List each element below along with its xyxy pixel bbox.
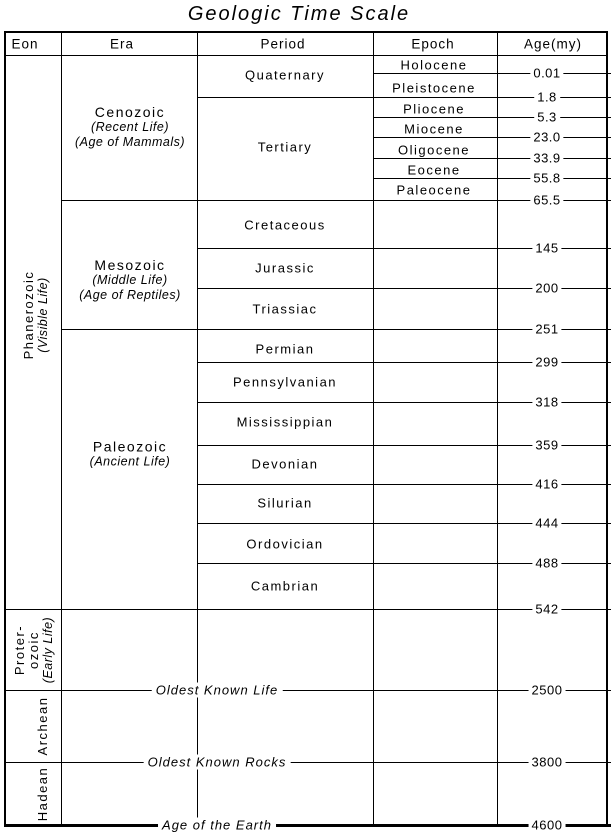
period-label-jurassic: Jurassic [255,260,315,276]
age-tick-3800: 3800 [529,755,566,770]
eon-name: Phanerozoic [21,270,36,360]
column-header-age: Age(my) [523,36,583,52]
boundary-line [4,690,611,691]
age-tick-145: 145 [532,241,561,256]
period-label-silurian: Silurian [257,495,313,511]
boundary-line [373,158,611,159]
period-label-quaternary: Quaternary [244,67,326,83]
column-header-eon: Eon [11,36,39,52]
annotation-oldest-known-rocks: Oldest Known Rocks [144,755,291,770]
period-label-devonian: Devonian [251,456,319,472]
table-right-border [606,31,608,827]
age-tick-2500: 2500 [529,683,566,698]
eon-name: Archean [35,696,50,756]
age-tick-0-01: 0.01 [530,66,563,81]
column-divider-epoch-age [497,33,498,824]
era-subtitle: (Recent Life) [90,120,170,134]
header-bottom-line [4,55,608,56]
period-label-mississippian: Mississippian [236,414,334,430]
column-divider-eon-era [61,33,62,824]
era-subtitle: (Ancient Life) [89,454,171,469]
age-tick-542: 542 [532,602,561,617]
age-tick-251: 251 [532,322,561,337]
epoch-label-pleistocene: Pleistocene [392,80,476,96]
era-name: Mesozoic [94,257,166,273]
column-divider-period-epoch [373,33,374,824]
era-label-mesozoic [79,257,181,303]
boundary-line [4,609,611,610]
eon-name: Proter- [12,624,27,676]
age-tick-488: 488 [532,556,561,571]
epoch-label-holocene: Holocene [400,57,468,73]
period-label-cambrian: Cambrian [250,578,320,594]
boundary-line [4,762,611,763]
table-bottom-border [4,824,611,827]
epoch-label-oligocene: Oligocene [397,142,471,158]
age-tick-33-9: 33.9 [530,151,563,166]
age-tick-416: 416 [532,477,561,492]
age-tick-299: 299 [532,355,561,370]
column-header-era: Era [109,36,135,52]
eon-name: Hadean [35,766,50,822]
boundary-line [373,73,611,74]
boundary-line [61,329,611,330]
annotation-oldest-known-life: Oldest Known Life [152,683,283,698]
boundary-line [373,178,611,179]
eon-name: ozoic [26,631,41,669]
epoch-label-miocene: Miocene [404,121,464,137]
table-top-border [4,31,608,33]
column-header-epoch: Epoch [411,36,455,52]
period-label-triassic: Triassiac [252,301,318,317]
eon-subtitle: (Early Life) [41,616,55,684]
period-label-ordovician: Ordovician [246,536,324,552]
age-tick-444: 444 [532,516,561,531]
boundary-line [373,117,611,118]
age-tick-359: 359 [532,438,561,453]
period-label-tertiary: Tertiary [257,139,313,155]
era-subtitle: (Age of Mammals) [74,135,186,149]
period-label-cretaceous: Cretaceous [244,217,326,233]
era-name: Cenozoic [94,104,166,120]
period-label-permian: Permian [255,341,315,357]
age-tick-318: 318 [532,395,561,410]
epoch-label-eocene: Eocene [407,162,461,178]
era-label-paleozoic [90,439,171,470]
era-label-cenozoic [75,104,185,150]
column-header-period: Period [260,36,306,52]
age-tick-65-5: 65.5 [530,193,563,208]
period-label-pennsylvanian: Pennsylvanian [232,374,338,390]
eon-label-archean [36,697,50,756]
eon-subtitle: (Visible Life) [36,277,50,353]
column-divider-era-period [197,33,198,824]
page-title: Geologic Time Scale [187,3,411,25]
era-subtitle: (Age of Reptiles) [79,288,181,302]
table-left-border [4,31,6,827]
age-tick-1-8: 1.8 [534,90,560,105]
eon-label-phanerozoic [22,271,50,360]
epoch-label-pliocene: Pliocene [403,101,465,117]
epoch-label-paleocene: Paleocene [396,182,472,198]
age-tick-55-8: 55.8 [530,171,563,186]
eon-label-proterozoic [13,617,55,683]
age-tick-5-3: 5.3 [534,110,560,125]
era-name: Paleozoic [92,438,168,455]
annotation-age-of-the-earth: Age of the Earth [158,818,276,833]
era-subtitle: (Middle Life) [92,273,168,287]
age-tick-4600: 4600 [529,818,566,833]
boundary-line [373,137,611,138]
boundary-line [61,200,611,201]
age-tick-200: 200 [532,281,561,296]
age-tick-23-0: 23.0 [530,130,563,145]
eon-label-hadean [36,767,50,822]
